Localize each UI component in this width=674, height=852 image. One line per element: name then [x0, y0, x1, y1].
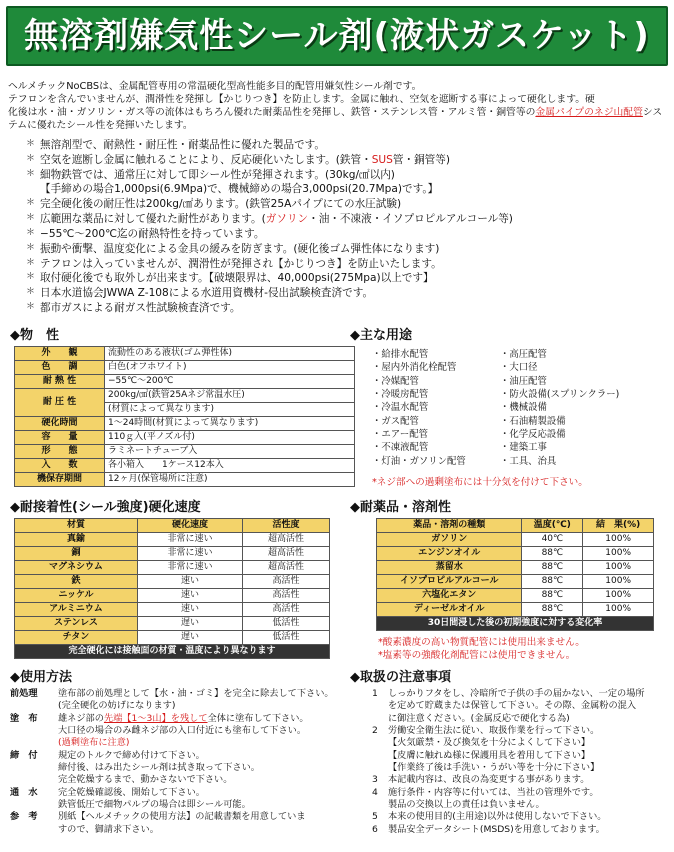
chem-cell: 100%: [583, 575, 654, 589]
caution-number: 4: [372, 786, 378, 798]
adhesion-cell: 超高活性: [243, 533, 330, 547]
uses-column: [372, 348, 500, 468]
chem-cell: 88℃: [522, 575, 583, 589]
use-item: ・ 冷媒配管: [372, 375, 500, 388]
adhesion-row: [15, 547, 330, 561]
props-value: 流動性のある液状(ゴム弾性体): [105, 347, 355, 361]
feature-item: ＊ 無溶剤型で、耐熱性・耐圧性・耐薬品性に優れた製品です。: [26, 138, 666, 153]
props-table: [14, 346, 355, 487]
props-row: [15, 459, 355, 473]
props-key: 耐 圧 性: [15, 389, 105, 417]
chem-row: [377, 589, 654, 603]
use-item: ・ 給排水配管: [372, 348, 500, 361]
props-row: [15, 389, 355, 403]
feature-item: ＊ 取付硬化後でも取外しが出来ます。【破壊限界は、40,000psi(275Mpa)以上です】: [26, 271, 666, 286]
usage-label: 通 水: [10, 786, 38, 798]
usage-body: 完全乾燥確認後、開始して下さい。 鉄管低圧で細物パルプの場合は即シール可能。: [58, 786, 251, 810]
adhesion-cell: アルミニウム: [15, 603, 138, 617]
adhesion-row: [15, 575, 330, 589]
caution-body: 本記載内容は、改良の為変更する事があります。: [388, 774, 590, 786]
adhesion-cell: マグネシウム: [15, 561, 138, 575]
adhesion-cell: 真鍮: [15, 533, 138, 547]
caution-item: [372, 688, 668, 725]
chem-cell: 100%: [583, 533, 654, 547]
caution-body: 施行条件・内容等に付いては、当社の管理外です。 製品の交換以上の責任は負いません。: [388, 786, 599, 810]
chem-cell: ガソリン: [377, 533, 522, 547]
usage-label: 締 付: [10, 749, 38, 761]
props-key: 形 態: [15, 445, 105, 459]
use-item: ・ 油圧配管: [500, 375, 628, 388]
adhesion-table: [14, 518, 330, 659]
usage-body: 雄ネジ部の先端【1〜3山】を残して全体に塗布して下さい。 大口径の場合のみ雌ネジ部の入口付近にも塗布して下さい。 (過剰塗布に注意): [58, 712, 309, 749]
chem-cell: 六塩化エタン: [377, 589, 522, 603]
use-item: ・ 灯油・ガソリン配管: [372, 455, 500, 468]
adhesion-row: [15, 631, 330, 645]
intro-line: ヘルメチックNoCBSは、金属配管専用の常温硬化型高性能多目的配管用嫌気性シール剤です。: [8, 81, 422, 92]
adhesion-cell: 遅い: [137, 617, 242, 631]
props-value: 白色(オフホワイト): [105, 361, 355, 375]
props-row: [15, 431, 355, 445]
props-value: 200kg/㎠(鉄管25Aネジ常温水圧): [105, 389, 355, 403]
props-row: [15, 347, 355, 361]
chem-cell: 100%: [583, 589, 654, 603]
feature-item: 【手締めの場合1,000psi(6.9Mpa)で、機械締めの場合3,000psi(20.7Mpa)です。】: [40, 183, 439, 196]
usage-body: 別紙【ヘルメチックの使用方法】の記載書類を用意していま すので、御請求下さい。: [58, 811, 306, 835]
props-value: 12ヶ月(保管場所に注意): [105, 473, 355, 487]
adhesion-cell: 高活性: [243, 589, 330, 603]
chem-header: 温度(℃): [522, 519, 583, 533]
adhesion-cell: 超高活性: [243, 547, 330, 561]
cautions-list: [372, 688, 668, 836]
chem-row: [377, 547, 654, 561]
caution-body: 労働安全衛生法に従い、取扱作業を行って下さい。 【火気厳禁・及び換気を十分によくして下さい】 【皮膚に触れぬ様に保護用具を着用して下さい】 【作業終了後は手洗い・うがい等を十分に下さい】: [388, 724, 600, 773]
feature-item: ＊ テフロンは入っていませんが、潤滑性が発揮され【かじりつき】を防止いたします。: [26, 257, 666, 272]
adhesion-cell: 遅い: [137, 631, 242, 645]
section-cautions-heading: ◆取扱の注意事項: [350, 670, 451, 685]
props-key: 入 数: [15, 459, 105, 473]
adhesion-row: [15, 533, 330, 547]
uses-list: [372, 348, 662, 468]
chem-cell: ディーゼルオイル: [377, 603, 522, 617]
chem-cell: イソプロピルアルコール: [377, 575, 522, 589]
use-item: ・ 機械設備: [500, 401, 628, 414]
chem-cell: 蒸留水: [377, 561, 522, 575]
chem-notes: [378, 636, 585, 663]
caution-item: [372, 725, 668, 774]
use-item: ・ エアー配管: [372, 428, 500, 441]
section-adhesion-heading: ◆耐接着性(シール強度)硬化速度: [10, 500, 201, 515]
chem-cell: エンジンオイル: [377, 547, 522, 561]
feature-item: ＊ 都市ガスによる耐ガス性試験検査済です。: [26, 301, 666, 316]
props-key: 耐 熱 性: [15, 375, 105, 389]
intro-line: 化後は水・油・ガソリン・ガス等の流体はもちろん優れた耐薬品性を発揮し、鉄管・ステンレス管・アルミ管・銅管等の金属パイプのネジ山配管システムに優れたシール性を発揮いたします。: [8, 107, 663, 132]
chem-cell: 100%: [583, 547, 654, 561]
use-item: ・ 屋内外消化栓配管: [372, 361, 500, 374]
props-value: ラミネートチューブ入: [105, 445, 355, 459]
chem-row: [377, 533, 654, 547]
adhesion-cell: 非常に速い: [137, 533, 242, 547]
props-key: 外 観: [15, 347, 105, 361]
caution-item: [372, 811, 668, 823]
props-row: [15, 375, 355, 389]
caution-body: 製品安全データシート(MSDS)を用意しております。: [388, 823, 605, 835]
use-item: ・ 建築工事: [500, 441, 628, 454]
use-item: ・ 高圧配管: [500, 348, 628, 361]
props-row: [15, 445, 355, 459]
use-item: ・ 大口径: [500, 361, 628, 374]
props-value: 各小箱入 1ケース12本入: [105, 459, 355, 473]
usage-list: [10, 688, 340, 836]
adhesion-cell: チタン: [15, 631, 138, 645]
adhesion-cell: 非常に速い: [137, 561, 242, 575]
props-row: [15, 417, 355, 431]
chem-header: 薬品・溶剤の種類: [377, 519, 522, 533]
chem-cell: 100%: [583, 561, 654, 575]
feature-item: ＊ −55℃〜200℃迄の耐熱特性を持っています。: [26, 227, 666, 242]
feature-list: [26, 138, 666, 316]
use-item: ・ 防火設備(スプリンクラー): [500, 388, 628, 401]
feature-item: ＊ 完全硬化後の耐圧性は200kg/㎠あります。(鉄管25Aパイプにての水圧試験): [26, 197, 666, 212]
uses-column: [500, 348, 628, 468]
adhesion-cell: 高活性: [243, 575, 330, 589]
caution-body: しっかりフタをし、冷暗所で子供の手の届かない、一定の場所 を定めて貯蔵または保管して下さい。その際、金属粉の混入 に御注意ください。(金属反応で硬化する為): [388, 688, 645, 724]
props-key: 機保存期間: [15, 473, 105, 487]
adhesion-cell: 超高活性: [243, 561, 330, 575]
usage-body: 塗布部の前処理として【水・油・ゴミ】を完全に除去して下さい。 (完全硬化の妨げになります): [58, 688, 334, 712]
caution-number: 3: [372, 774, 378, 786]
adhesion-cell: 鉄: [15, 575, 138, 589]
props-value: 1〜24時間(材質によって異なります): [105, 417, 355, 431]
caution-item: [372, 774, 668, 786]
adhesion-row: [15, 603, 330, 617]
caution-item: [372, 824, 668, 836]
use-item: ・ 工具、治具: [500, 455, 628, 468]
props-key: 色 調: [15, 361, 105, 375]
usage-label: 参 考: [10, 811, 38, 823]
adhesion-header-row: [15, 519, 330, 533]
caution-number: 5: [372, 811, 378, 823]
adhesion-cell: 低活性: [243, 617, 330, 631]
adhesion-cell: 速い: [137, 575, 242, 589]
usage-item: [10, 713, 340, 750]
chem-row: [377, 603, 654, 617]
adhesion-cell: ステンレス: [15, 617, 138, 631]
section-usage-heading: ◆使用方法: [10, 670, 72, 685]
caution-body: 本来の使用目的(主用途)以外は使用しないで下さい。: [388, 811, 607, 823]
chem-cell: 88℃: [522, 561, 583, 575]
adhesion-header: 材質: [15, 519, 138, 533]
use-item: ・ 不凍液配管: [372, 441, 500, 454]
adhesion-footer: 完全硬化には接触面の材質・温度により異なります: [15, 645, 330, 659]
chem-note: *塩素等の強酸化剤配管には使用できません。: [378, 650, 576, 662]
feature-item: ＊ 振動や衝撃、温度変化による金具の緩みを防ぎます。(硬化後ゴム弾性体になります): [26, 242, 666, 257]
props-value: (材質によって異なります): [105, 403, 355, 417]
section-chem-heading: ◆耐薬品・溶剤性: [350, 500, 451, 515]
feature-item: ＊ 日本水道協会JWWA Z-108による水道用資機材-侵出試験検査済です。: [26, 286, 666, 301]
chem-header: 結 果(%): [583, 519, 654, 533]
props-key: 硬化時間: [15, 417, 105, 431]
props-row: [15, 361, 355, 375]
adhesion-header: 活性度: [243, 519, 330, 533]
chem-header-row: [377, 519, 654, 533]
adhesion-cell: 非常に速い: [137, 547, 242, 561]
feature-item: ＊ 広範囲な薬品に対して優れた耐性があります。(ガソリン・油・不凍液・イソプロピルアルコール等): [26, 212, 666, 227]
chem-cell: 100%: [583, 603, 654, 617]
adhesion-cell: 速い: [137, 603, 242, 617]
props-value: −55℃〜200℃: [105, 375, 355, 389]
adhesion-cell: ニッケル: [15, 589, 138, 603]
usage-item: [10, 787, 340, 812]
intro-line: テフロンを含んでいませんが、潤滑性を発揮し【かじりつき】を防止します。金属に触れ、空気を遮断する事によって硬化します。硬: [8, 94, 595, 106]
usage-item: [10, 688, 340, 713]
props-value: 110ｇ入(平ノズル付): [105, 431, 355, 445]
title-banner: [6, 6, 668, 66]
chem-footer-row: [377, 617, 654, 631]
caution-number: 2: [372, 724, 378, 736]
adhesion-footer-row: [15, 645, 330, 659]
caution-number: 1: [372, 688, 378, 699]
chem-table: [376, 518, 654, 631]
use-item: ・ 化学反応設備: [500, 428, 628, 441]
usage-item: [10, 750, 340, 787]
usage-body: 規定のトルクで締め付けて下さい。 締付後、はみ出たシール剤は拭き取って下さい。 完全乾燥するまで、動かさないで下さい。: [58, 749, 260, 786]
use-item: ・ 石油精製設備: [500, 415, 628, 428]
usage-label: 塗 布: [10, 712, 38, 724]
usage-item: [10, 811, 340, 836]
usage-label: 前処理: [10, 688, 38, 699]
section-props-heading: ◆物 性: [10, 328, 59, 343]
adhesion-cell: 高活性: [243, 603, 330, 617]
props-key: 容 量: [15, 431, 105, 445]
uses-note: *ネジ部への過剰塗布には十分気を付けて下さい。: [372, 477, 588, 488]
adhesion-row: [15, 617, 330, 631]
intro-text: [8, 80, 668, 133]
use-item: ・ ガス配管: [372, 415, 500, 428]
chem-row: [377, 561, 654, 575]
adhesion-cell: 銅: [15, 547, 138, 561]
chem-row: [377, 575, 654, 589]
adhesion-row: [15, 589, 330, 603]
chem-cell: 88℃: [522, 547, 583, 561]
adhesion-cell: 低活性: [243, 631, 330, 645]
feature-item: ＊ 細物鉄管では、通常圧に対して即シール性が発揮されます。(30kg/㎠以内): [26, 168, 666, 183]
chem-cell: 40℃: [522, 533, 583, 547]
chem-cell: 88℃: [522, 589, 583, 603]
chem-cell: 88℃: [522, 603, 583, 617]
feature-item: ＊ 空気を遮断し金属に触れることにより、反応硬化いたします。(鉄管・SUS管・銅管等): [26, 153, 666, 168]
adhesion-cell: 速い: [137, 589, 242, 603]
use-item: ・ 冷温水配管: [372, 401, 500, 414]
caution-item: [372, 787, 668, 812]
section-uses-heading: ◆主な用途: [350, 328, 412, 343]
adhesion-header: 硬化速度: [137, 519, 242, 533]
adhesion-row: [15, 561, 330, 575]
props-row: [15, 473, 355, 487]
chem-note: *酸素濃度の高い物質配管には使用出来ません。: [378, 637, 585, 648]
caution-number: 6: [372, 823, 378, 835]
use-item: ・ 冷暖房配管: [372, 388, 500, 401]
page-title: 無溶剤嫌気性シール剤(液状ガスケット): [24, 15, 650, 56]
chem-footer: 30日間浸した後の初期強度に対する変化率: [377, 617, 654, 631]
